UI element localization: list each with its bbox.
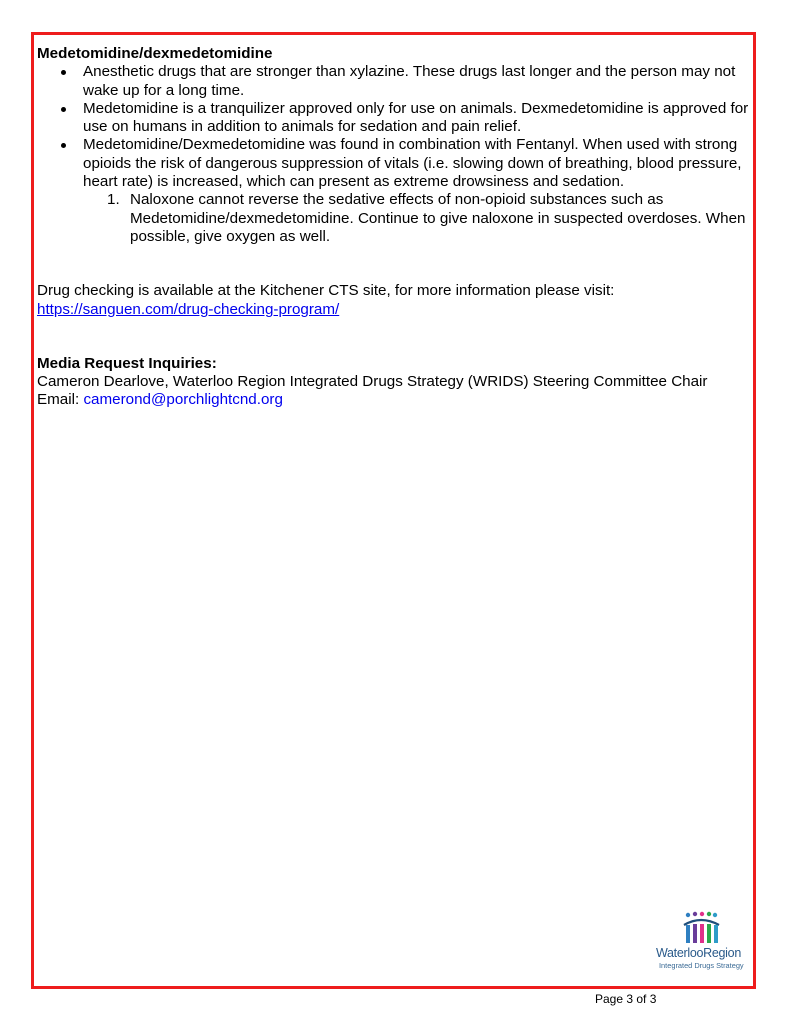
logo-dot-5 [713,913,717,917]
logo-subtitle: Integrated Drugs Strategy [659,961,744,970]
logo-dot-1 [686,913,690,917]
media-contact: Cameron Dearlove, Waterloo Region Integrated Drugs Strategy (WRIDS) Steering Committee Chair [37,373,708,391]
drug-checking-text: Drug checking is available at the Kitchener CTS site, for more information please visit: [37,282,615,300]
logo-bar-2 [693,924,697,943]
logo-dot-3 [700,912,704,916]
bullet-item [37,136,759,246]
bullet-text: Medetomidine is a tranquilizer approved only for use on animals. Dexmedetomidine is approved for use on humans in addition to animals for sedation and pain relief. [83,99,749,136]
logo-dot-4 [707,912,711,916]
logo-bar-5 [714,925,718,943]
bullet-icon [61,70,66,75]
page-content [37,45,759,410]
logo-bar-1 [686,925,690,943]
drug-checking-link[interactable]: https://sanguen.com/drug-checking-program/ [37,300,340,318]
logo-dot-2 [693,912,697,916]
bullet-icon [61,143,66,148]
logo-bar-3 [700,924,704,943]
logo-name: WaterlooRegion [656,946,741,960]
item-number: 1. [107,191,120,209]
section-heading: Medetomidine/dexmedetomidine [37,45,273,62]
numbered-sublist [83,191,759,246]
page-number: Page 3 of 3 [595,992,657,1006]
bullet-text: Medetomidine/Dexmedetomidine was found in combination with Fentanyl. When used with strong opioids the risk of dangerous suppression of vitals (i.e. slowing down of breathing, blood pressure, heart rate) is increased, which can present as extreme drowsiness and sedation. [83,136,742,191]
logo-bar-4 [707,924,711,943]
numbered-item [37,191,759,246]
email-link[interactable]: camerond@porchlightcnd.org [83,391,283,409]
email-label: Email: [37,391,80,409]
bullet-text: Anesthetic drugs that are stronger than xylazine. These drugs last longer and the person may not wake up for a long time. [83,63,736,99]
media-email-row [37,391,759,409]
bullet-item [37,100,759,137]
item-text: Naloxone cannot reverse the sedative effects of non-opioid substances such as Medetomidine/dexmedetomidine. Continue to give naloxone in suspected overdoses. When possible, give oxygen as well. [130,191,746,245]
bullet-list [37,63,759,246]
media-heading: Media Request Inquiries: [37,354,217,372]
bullet-item [37,63,759,100]
bullet-icon [61,107,66,112]
